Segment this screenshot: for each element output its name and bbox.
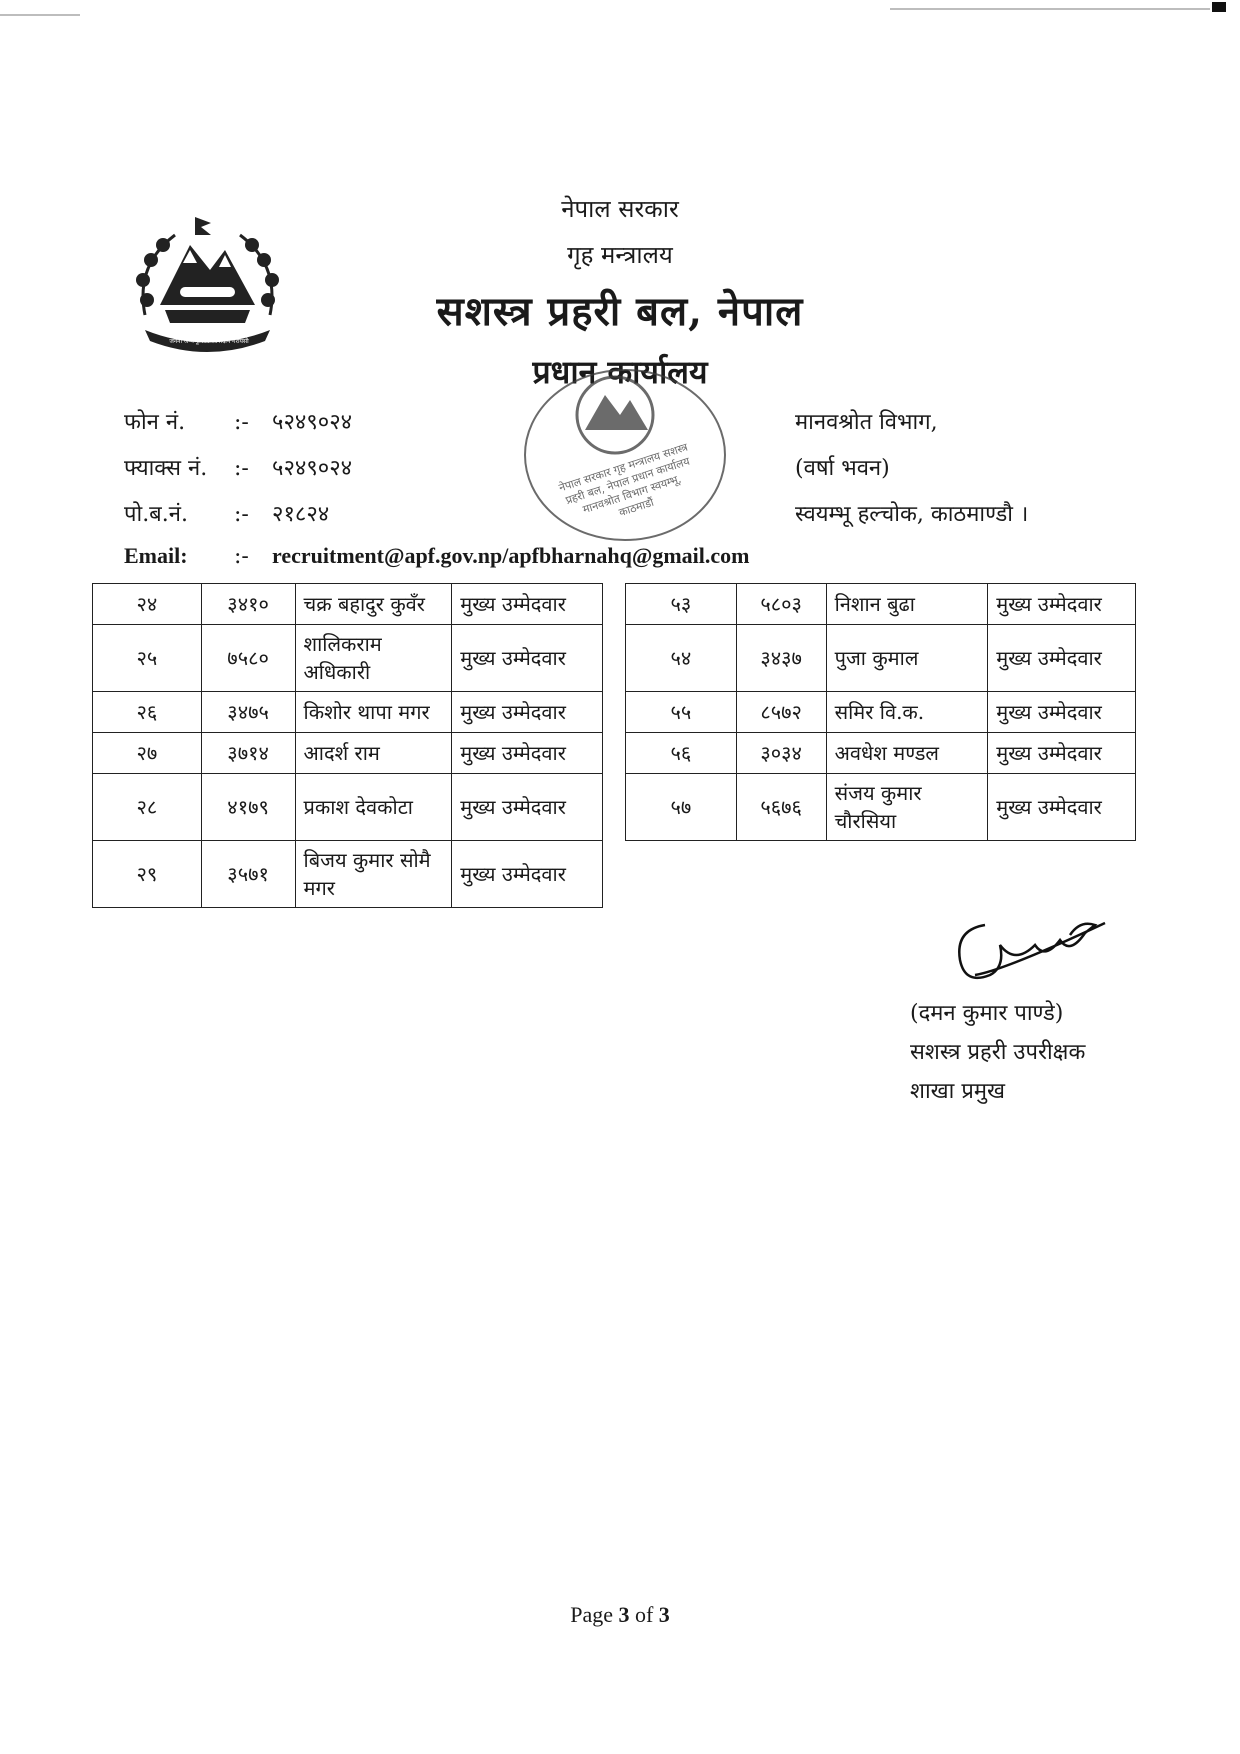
serial-number: ५३ <box>626 584 737 625</box>
table-row <box>93 841 603 908</box>
candidate-name: निशान बुढा <box>826 584 988 625</box>
phone-label: फोन नं. <box>124 410 186 435</box>
header-line-office: प्रधान कार्यालय <box>532 353 708 391</box>
table-row <box>93 692 603 733</box>
candidate-status: मुख्य उम्मेदवार <box>988 733 1136 774</box>
separator: :- <box>234 544 249 569</box>
fax-label: फ्याक्स नं. <box>124 456 208 481</box>
roll-number: ८५७२ <box>736 692 826 733</box>
candidate-status: मुख्य उम्मेदवार <box>452 625 603 692</box>
separator: :- <box>234 410 249 435</box>
table-row <box>626 692 1136 733</box>
roll-number: ३४१० <box>201 584 295 625</box>
candidate-status: मुख्य उम्मेदवार <box>452 733 603 774</box>
table-row <box>626 584 1136 625</box>
serial-number: ५४ <box>626 625 737 692</box>
roll-number: ३०३४ <box>736 733 826 774</box>
roll-number: ५६७६ <box>736 774 826 841</box>
table-row <box>626 625 1136 692</box>
candidate-status: मुख्य उम्मेदवार <box>452 692 603 733</box>
candidate-name: अवधेश मण्डल <box>826 733 988 774</box>
serial-number: ५५ <box>626 692 737 733</box>
header-line-government: नेपाल सरकार <box>561 195 679 223</box>
email-label: Email: <box>124 543 188 568</box>
candidate-status: मुख्य उम्मेदवार <box>452 584 603 625</box>
roll-number: ४१७९ <box>201 774 295 841</box>
table-row <box>626 774 1136 841</box>
header-line-organization: सशस्त्र प्रहरी बल, नेपाल <box>436 288 804 335</box>
page-of: of <box>634 1602 654 1627</box>
office-stamp <box>510 360 740 560</box>
handwritten-signature <box>945 905 1115 995</box>
candidate-name: पुजा कुमाल <box>826 625 988 692</box>
serial-number: २८ <box>93 774 202 841</box>
roll-number: ७५८० <box>201 625 295 692</box>
separator: :- <box>234 502 249 527</box>
serial-number: ५७ <box>626 774 737 841</box>
table-row <box>626 733 1136 774</box>
address-building: (वर्षा भवन) <box>795 456 890 481</box>
candidate-name: शालिकराम अधिकारी <box>295 625 452 692</box>
separator: :- <box>234 456 249 481</box>
header-line-ministry: गृह मन्त्रालय <box>567 241 673 269</box>
candidate-status: मुख्य उम्मेदवार <box>452 774 603 841</box>
candidate-name: समिर वि.क. <box>826 692 988 733</box>
contact-phone <box>124 406 352 436</box>
candidate-table-right <box>625 583 1136 841</box>
candidate-name: चक्र बहादुर कुवँर <box>295 584 452 625</box>
page-prefix: Page <box>570 1602 613 1627</box>
address-department: मानवश्रोत विभाग, <box>795 410 938 435</box>
phone-value: ५२४९०२४ <box>272 410 353 435</box>
address-location: स्वयम्भू हल्चोक, काठमाण्डौ । <box>795 502 1029 527</box>
roll-number: ३७१४ <box>201 733 295 774</box>
page-number <box>0 1602 1240 1628</box>
roll-number: ३४७५ <box>201 692 295 733</box>
table-row <box>93 774 603 841</box>
stamp-text: नेपाल सरकार गृह मन्त्रालय सशस्त्र प्रहरी बल, नेपाल प्रधान कार्यालय मानवश्रोत विभाग स्वयम्भू, काठमाडौं <box>557 440 692 520</box>
contact-email <box>124 543 750 569</box>
serial-number: २९ <box>93 841 202 908</box>
email-link[interactable]: recruitment@apf.gov.np/apfbharnahq@gmail.com <box>272 543 750 568</box>
emblem-motto: जननी जन्मभूमिश्च स्वर्गादपि गरीयसी <box>169 338 249 345</box>
serial-number: २४ <box>93 584 202 625</box>
candidate-status: मुख्य उम्मेदवार <box>988 625 1136 692</box>
po-value: २१८२४ <box>272 502 330 527</box>
contact-fax <box>124 452 352 482</box>
candidate-name: आदर्श राम <box>295 733 452 774</box>
serial-number: २५ <box>93 625 202 692</box>
candidate-status: मुख्य उम्मेदवार <box>452 841 603 908</box>
table-row <box>93 733 603 774</box>
candidate-name: प्रकाश देवकोटा <box>295 774 452 841</box>
scan-mark <box>0 14 80 16</box>
candidate-status: मुख्य उम्मेदवार <box>988 584 1136 625</box>
serial-number: ५६ <box>626 733 737 774</box>
roll-number: ३४३७ <box>736 625 826 692</box>
serial-number: २७ <box>93 733 202 774</box>
roll-number: ३५७१ <box>201 841 295 908</box>
candidate-name: किशोर थापा मगर <box>295 692 452 733</box>
roll-number: ५८०३ <box>736 584 826 625</box>
fax-value: ५२४९०२४ <box>272 456 353 481</box>
table-row <box>93 584 603 625</box>
po-label: पो.ब.नं. <box>124 502 188 527</box>
contact-po-box <box>124 498 329 528</box>
page-current: 3 <box>618 1602 630 1627</box>
candidate-name: बिजय कुमार सोमै मगर <box>295 841 452 908</box>
signatory-name: (दमन कुमार पाण्डे) <box>910 1001 1064 1026</box>
table-row <box>93 625 603 692</box>
scan-mark <box>890 8 1210 10</box>
candidate-name: संजय कुमार चौरसिया <box>826 774 988 841</box>
page-total: 3 <box>658 1602 670 1627</box>
candidate-table-left <box>92 583 603 908</box>
signatory-rank: सशस्त्र प्रहरी उपरीक्षक <box>910 1040 1086 1065</box>
scan-mark <box>1212 2 1226 12</box>
serial-number: २६ <box>93 692 202 733</box>
signatory-role: शाखा प्रमुख <box>910 1079 1006 1104</box>
candidate-status: मुख्य उम्मेदवार <box>988 692 1136 733</box>
candidate-status: मुख्य उम्मेदवार <box>988 774 1136 841</box>
